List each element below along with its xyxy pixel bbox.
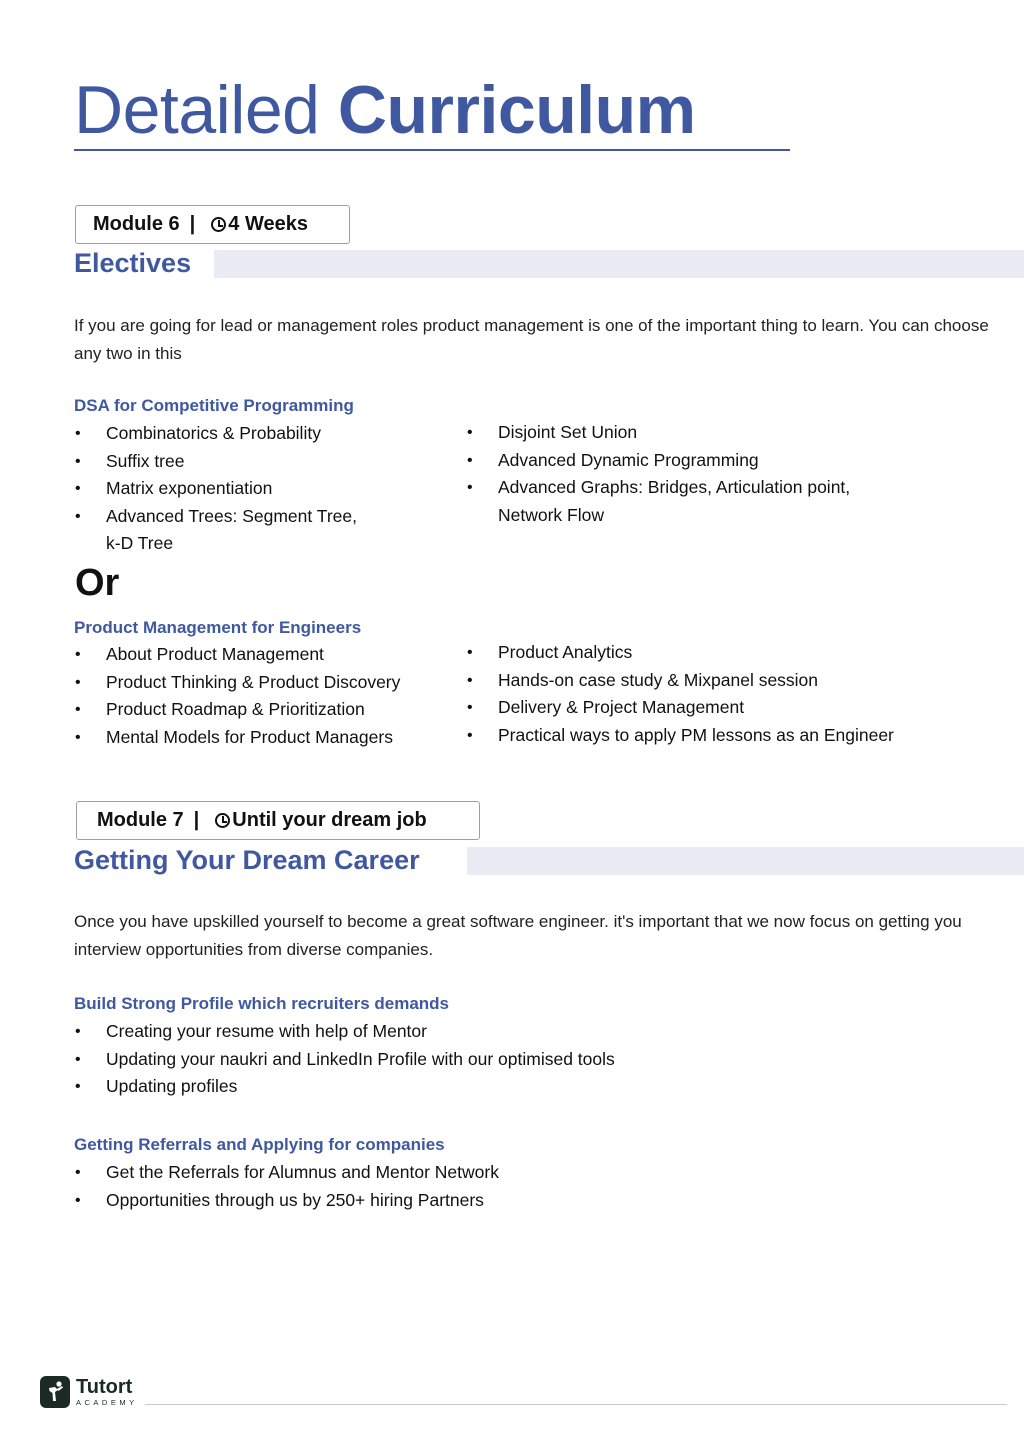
dsa-list-left: [75, 420, 375, 558]
tutort-logo: [40, 1376, 138, 1408]
logo-brand: Tutort: [76, 1376, 133, 1398]
list-item: • Disjoint Set Union: [467, 419, 907, 447]
profile-heading: Build Strong Profile which recruiters demands: [74, 994, 450, 1013]
list-item: • Delivery & Project Management: [467, 694, 967, 722]
list-item: • Mental Models for Product Managers: [75, 724, 455, 752]
module-7-duration: Until your dream job: [232, 809, 427, 831]
module-6-label: Module 6: [93, 213, 180, 235]
profile-list: [75, 1018, 775, 1101]
list-item: • Matrix exponentiation: [75, 475, 375, 503]
module-7-heading: Getting Your Dream Career: [74, 845, 420, 875]
list-item: • Get the Referrals for Alumnus and Mentor Network: [75, 1159, 775, 1187]
dsa-list-right: [467, 419, 907, 529]
module-6-heading: Electives: [74, 248, 192, 278]
list-item: • Product Thinking & Product Discovery: [75, 669, 455, 697]
tutort-logo-icon: [40, 1376, 70, 1408]
module-6-duration: 4 Weeks: [228, 213, 308, 235]
list-item: • Advanced Dynamic Programming: [467, 447, 907, 475]
footer-divider: [145, 1404, 1007, 1405]
title-light: Detailed: [74, 72, 320, 148]
list-item: • Opportunities through us by 250+ hiring Partners: [75, 1187, 775, 1215]
list-item: • Product Analytics: [467, 639, 967, 667]
list-item: • Hands-on case study & Mixpanel session: [467, 667, 967, 695]
pm-list-left: [75, 641, 455, 751]
module-6-badge: [75, 205, 350, 244]
list-item: • Practical ways to apply PM lessons as an Engineer: [467, 722, 967, 750]
list-item: • Creating your resume with help of Mentor: [75, 1018, 775, 1046]
title-underline: [74, 149, 790, 151]
list-item: • Suffix tree: [75, 448, 375, 476]
title-bold: Curriculum: [337, 72, 696, 148]
list-item: • Updating profiles: [75, 1073, 775, 1101]
module-6-separator: |: [189, 213, 196, 235]
referrals-heading: Getting Referrals and Applying for companies: [74, 1135, 445, 1154]
module-6-description: If you are going for lead or management roles product management is one of the important thing to learn. You can choose any two in this: [74, 316, 989, 363]
clock-icon: [211, 217, 226, 232]
module-6-heading-band: [214, 250, 1024, 278]
page-title: [74, 70, 696, 150]
list-item: • Advanced Graphs: Bridges, Articulation point, Network Flow: [467, 474, 907, 529]
list-item: • About Product Management: [75, 641, 455, 669]
module-7-description: Once you have upskilled yourself to become a great software engineer. it's important that we now focus on getting you interview opportunities from diverse companies.: [74, 912, 962, 959]
clock-icon: [215, 813, 230, 828]
list-item: • Updating your naukri and LinkedIn Profile with our optimised tools: [75, 1046, 775, 1074]
referrals-list: [75, 1159, 775, 1214]
pm-list-right: [467, 639, 967, 749]
module-7-badge: [76, 801, 480, 840]
or-divider: Or: [75, 562, 120, 604]
module-7-label: Module 7: [97, 809, 184, 831]
list-item: • Advanced Trees: Segment Tree, k-D Tree: [75, 503, 375, 558]
list-item: • Product Roadmap & Prioritization: [75, 696, 455, 724]
module-7-heading-band: [467, 847, 1024, 875]
logo-sub: ACADEMY: [76, 1398, 138, 1407]
pm-heading: Product Management for Engineers: [74, 618, 362, 637]
dsa-heading: DSA for Competitive Programming: [74, 396, 354, 415]
list-item: • Combinatorics & Probability: [75, 420, 375, 448]
module-7-separator: |: [193, 809, 200, 831]
